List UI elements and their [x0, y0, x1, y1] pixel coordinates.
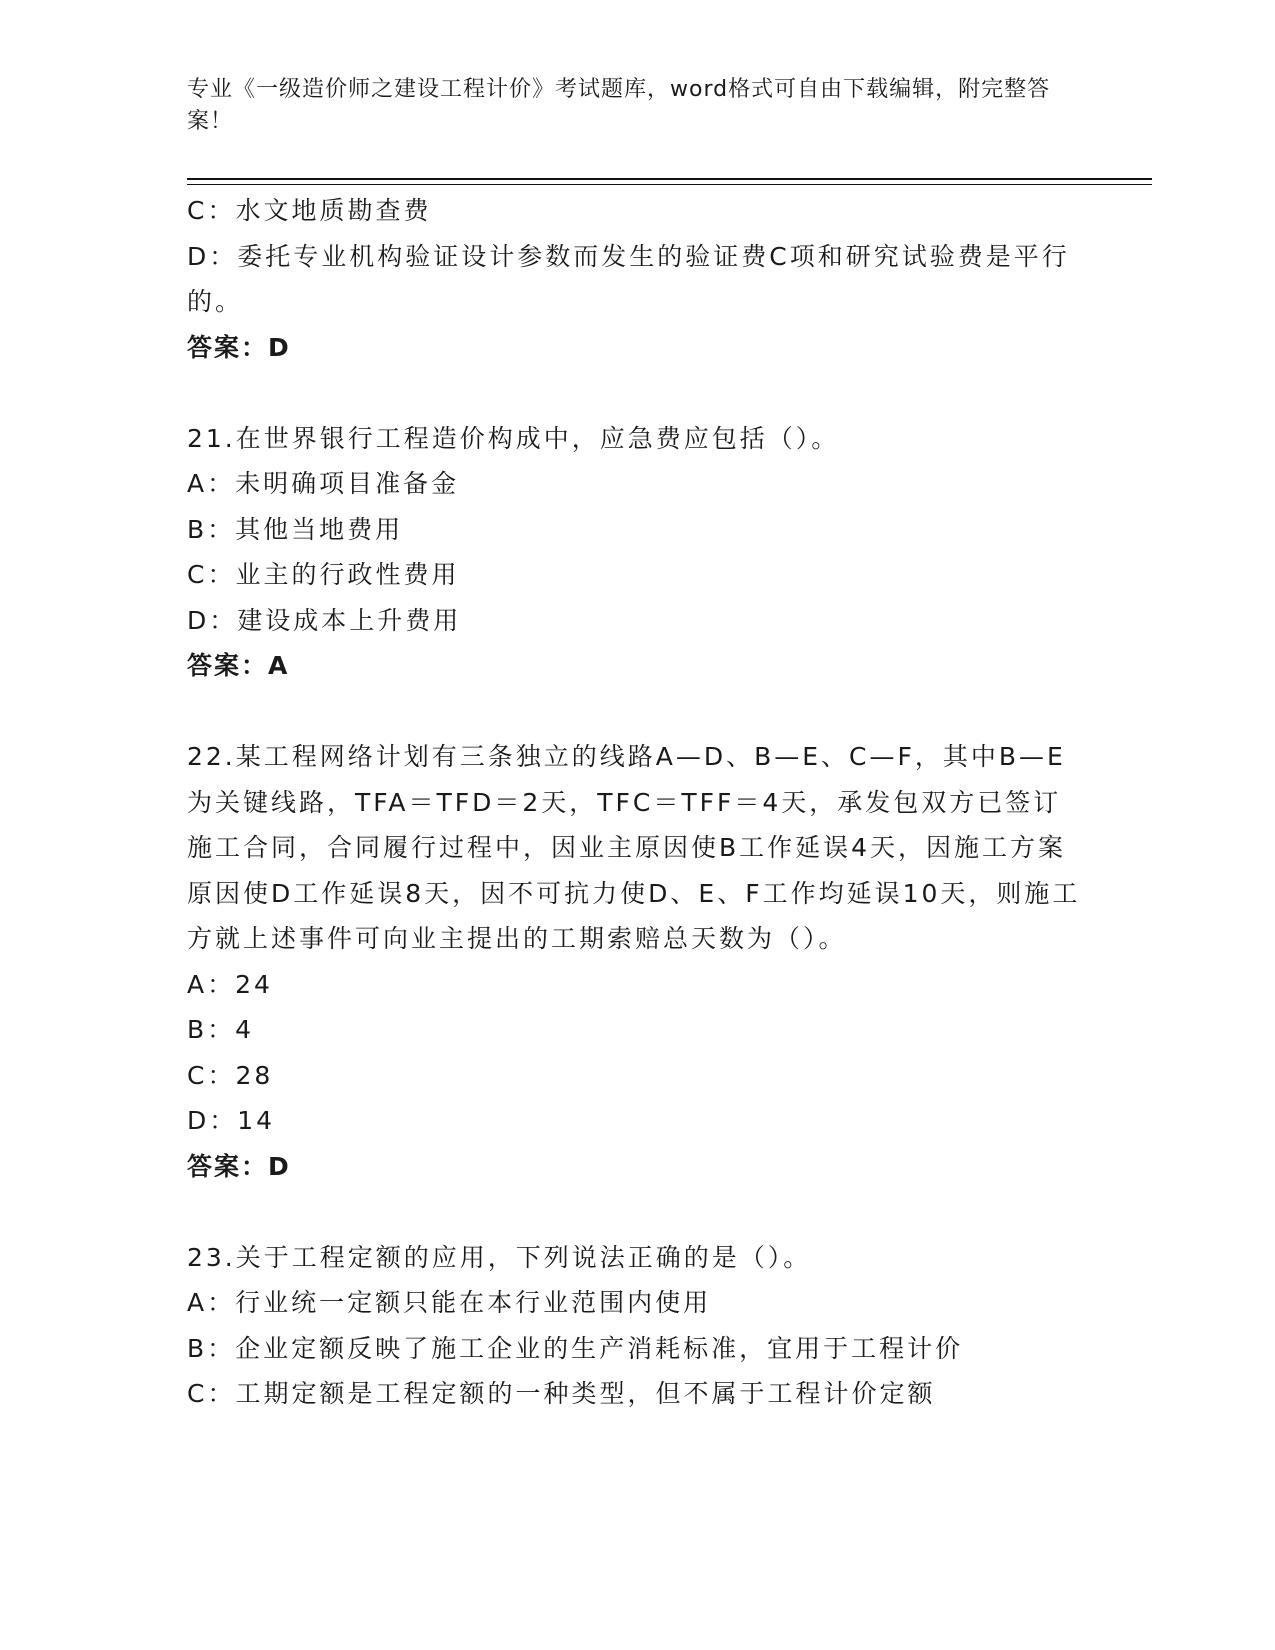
option-b: B：4: [187, 1015, 255, 1044]
question-list: [187, 188, 1087, 1417]
answer: 答案：A: [187, 651, 290, 680]
header-rule-thick: [187, 178, 1152, 180]
option-c: C：业主的行政性费用: [187, 560, 460, 589]
option-d: D：14: [187, 1106, 276, 1135]
option-c: C：工期定额是工程定额的一种类型，但不属于工程计价定额: [187, 1379, 936, 1408]
question-stem: 21.在世界银行工程造价构成中，应急费应包括（）。: [187, 423, 840, 453]
header-rule-thin: [187, 184, 1152, 185]
answer: 答案：D: [187, 1151, 291, 1181]
spacer: [187, 1189, 1087, 1235]
option-d: D：委托专业机构验证设计参数而发生的验证费C项和研究试验费是平行的。: [187, 241, 1070, 316]
option-a: A：行业统一定额只能在本行业范围内使用: [187, 1288, 712, 1317]
option-a: A：24: [187, 969, 273, 999]
option-d: D：建设成本上升费用: [187, 605, 462, 635]
spacer: [187, 689, 1087, 735]
spacer: [187, 370, 1087, 416]
question-20-tail: [187, 188, 1087, 370]
option-a: A：未明确项目准备金: [187, 469, 460, 498]
option-b: B：企业定额反映了施工企业的生产消耗标准，宜用于工程计价: [187, 1333, 964, 1363]
option-c: C：水文地质勘查费: [187, 196, 432, 225]
page-header: 专业《一级造价师之建设工程计价》考试题库，word格式可自由下载编辑，附完整答案！: [187, 77, 1051, 134]
answer: 答案：D: [187, 332, 291, 362]
question-stem: 22.某工程网络计划有三条独立的线路A—D、B—E、C—F，其中B—E为关键线路，TFA＝TFD＝2天，TFC＝TFF＝4天，承发包双方已签订施工合同，合同履行过程中，因业主原因使B工作延误4天，因施工方案原因使D工作延误8天，因不可抗力使D、E、F工作均延误10天，则施工方就上述事件可向业主提出的工期索赔总天数为（）。: [187, 742, 1081, 953]
option-b: B：其他当地费用: [187, 514, 404, 544]
question-23: [187, 1235, 1087, 1417]
option-c: C：28: [187, 1060, 274, 1090]
question-21: [187, 416, 1087, 689]
question-stem: 23.关于工程定额的应用，下列说法正确的是（）。: [187, 1242, 812, 1272]
question-22: [187, 734, 1087, 1189]
